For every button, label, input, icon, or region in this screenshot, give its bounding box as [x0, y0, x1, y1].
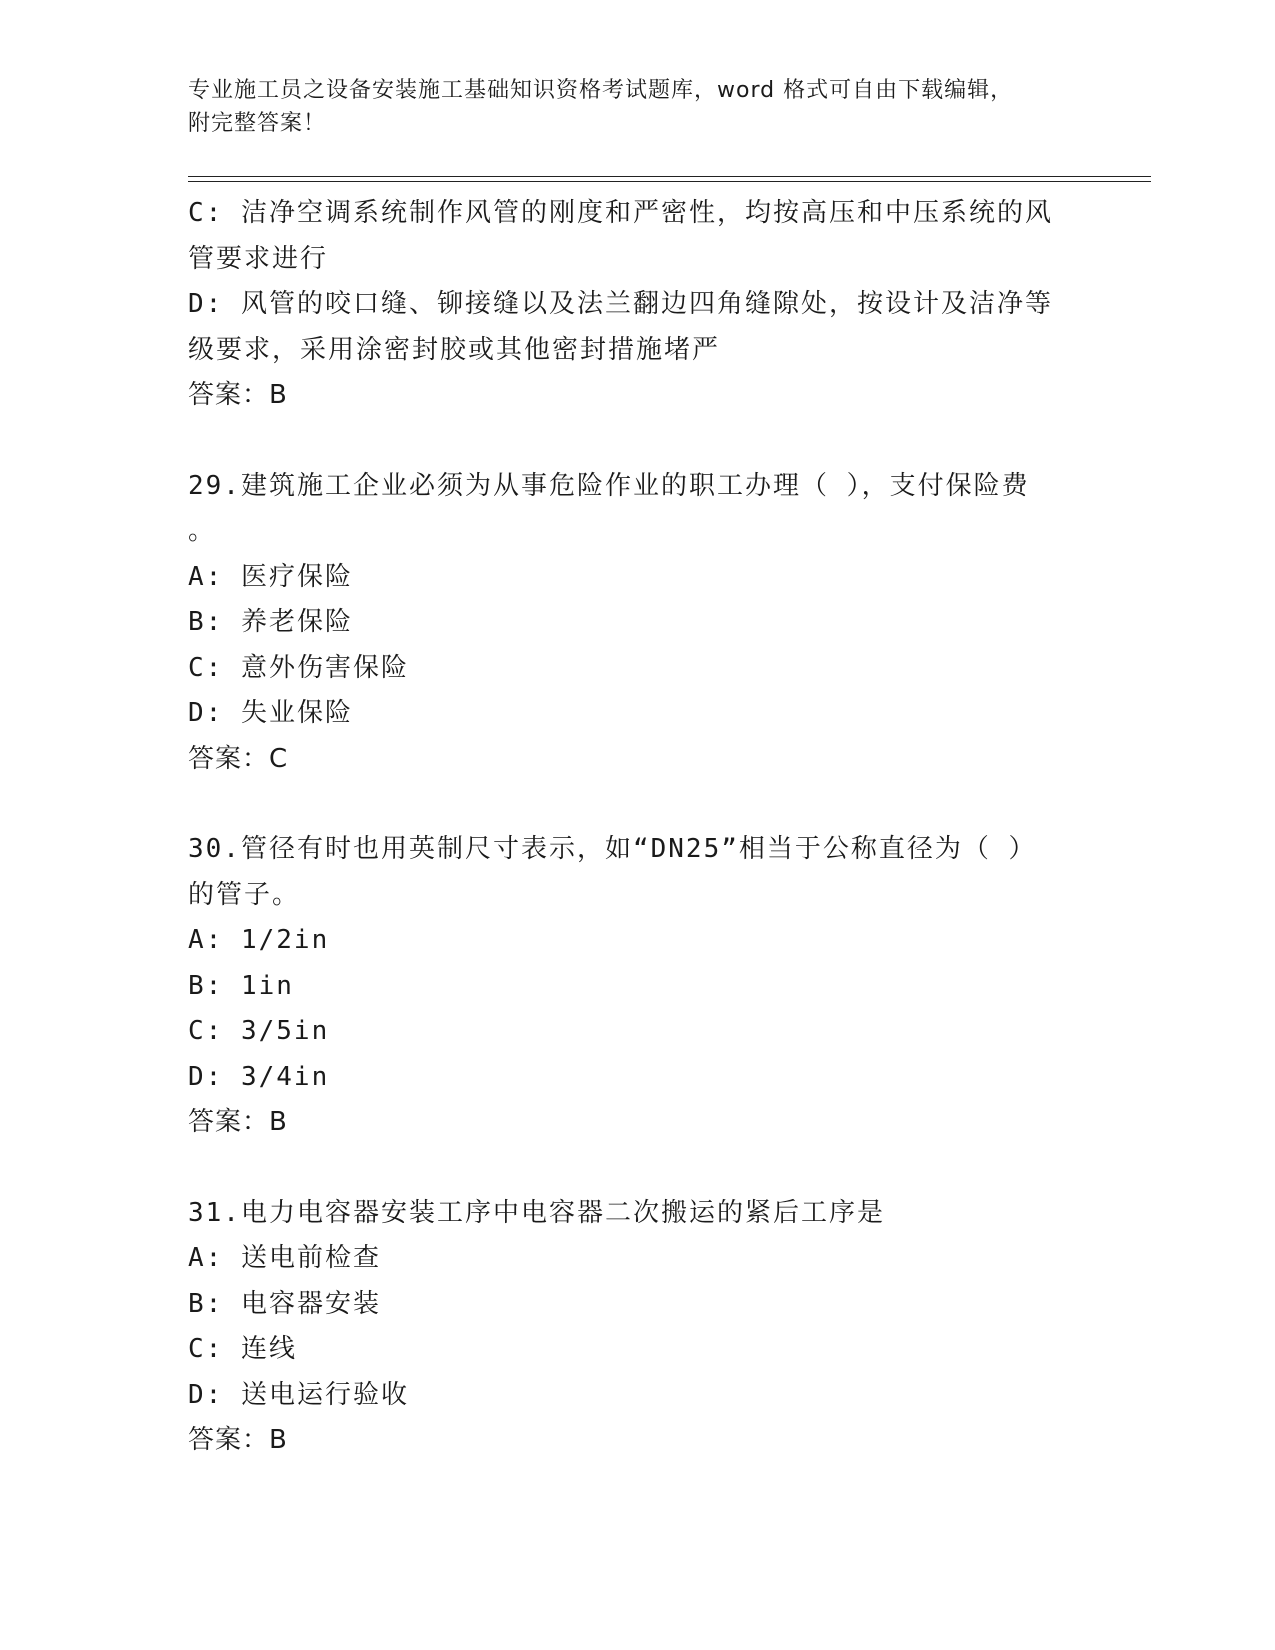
question-stem-line-1: 29.建筑施工企业必须为从事危险作业的职工办理（ ），支付保险费	[188, 470, 1030, 501]
option-c-line-2: 管要求进行	[188, 243, 329, 274]
question-stem-line-2: 。	[188, 516, 217, 546]
spacer	[188, 1146, 1088, 1191]
question-31	[188, 1191, 1088, 1464]
option-c-line-1: C: 洁净空调系统制作风管的刚度和严密性，均按高压和中压系统的风	[188, 198, 1053, 228]
question-stem-line-2: 的管子。	[188, 879, 301, 910]
option-b: B: 1in	[188, 970, 294, 1001]
question-content	[188, 191, 1088, 1464]
option-c: C: 连线	[188, 1334, 297, 1364]
header-line-2: 附完整答案！	[188, 111, 327, 136]
question-stem-line-1: 30.管径有时也用英制尺寸表示，如“DN25”相当于公称直径为（ ）	[188, 834, 1037, 864]
header-rule-bottom	[188, 181, 1151, 182]
option-c: C: 意外伤害保险	[188, 652, 409, 683]
option-d: D: 失业保险	[188, 698, 353, 728]
option-c: C: 3/5in	[188, 1016, 330, 1046]
answer-29: 答案：C	[188, 743, 289, 774]
option-b: B: 养老保险	[188, 607, 353, 637]
option-a: A: 1/2in	[188, 925, 330, 955]
option-d-line-2: 级要求，采用涂密封胶或其他密封措施堵严	[188, 334, 721, 365]
question-30	[188, 827, 1088, 1146]
answer-28: 答案：B	[188, 380, 288, 410]
option-d-line-1: D: 风管的咬口缝、铆接缝以及法兰翻边四角缝隙处，按设计及洁净等	[188, 289, 1053, 319]
question-stem-line-1: 31.电力电容器安装工序中电容器二次搬运的紧后工序是	[188, 1197, 885, 1228]
answer-30: 答案：B	[188, 1107, 288, 1137]
header-rule-top	[188, 176, 1151, 177]
spacer	[188, 782, 1088, 827]
option-d: D: 3/4in	[188, 1061, 330, 1092]
spacer	[188, 419, 1088, 464]
document-header	[188, 74, 1088, 140]
header-line-1: 专业施工员之设备安装施工基础知识资格考试题库，word 格式可自由下载编辑，	[188, 78, 1014, 103]
question-29	[188, 464, 1088, 783]
question-28-tail	[188, 191, 1088, 419]
option-a: A: 医疗保险	[188, 561, 353, 592]
option-b: B: 电容器安装	[188, 1288, 381, 1319]
option-a: A: 送电前检查	[188, 1243, 381, 1273]
answer-31: 答案：B	[188, 1425, 288, 1455]
option-d: D: 送电运行验收	[188, 1379, 409, 1410]
